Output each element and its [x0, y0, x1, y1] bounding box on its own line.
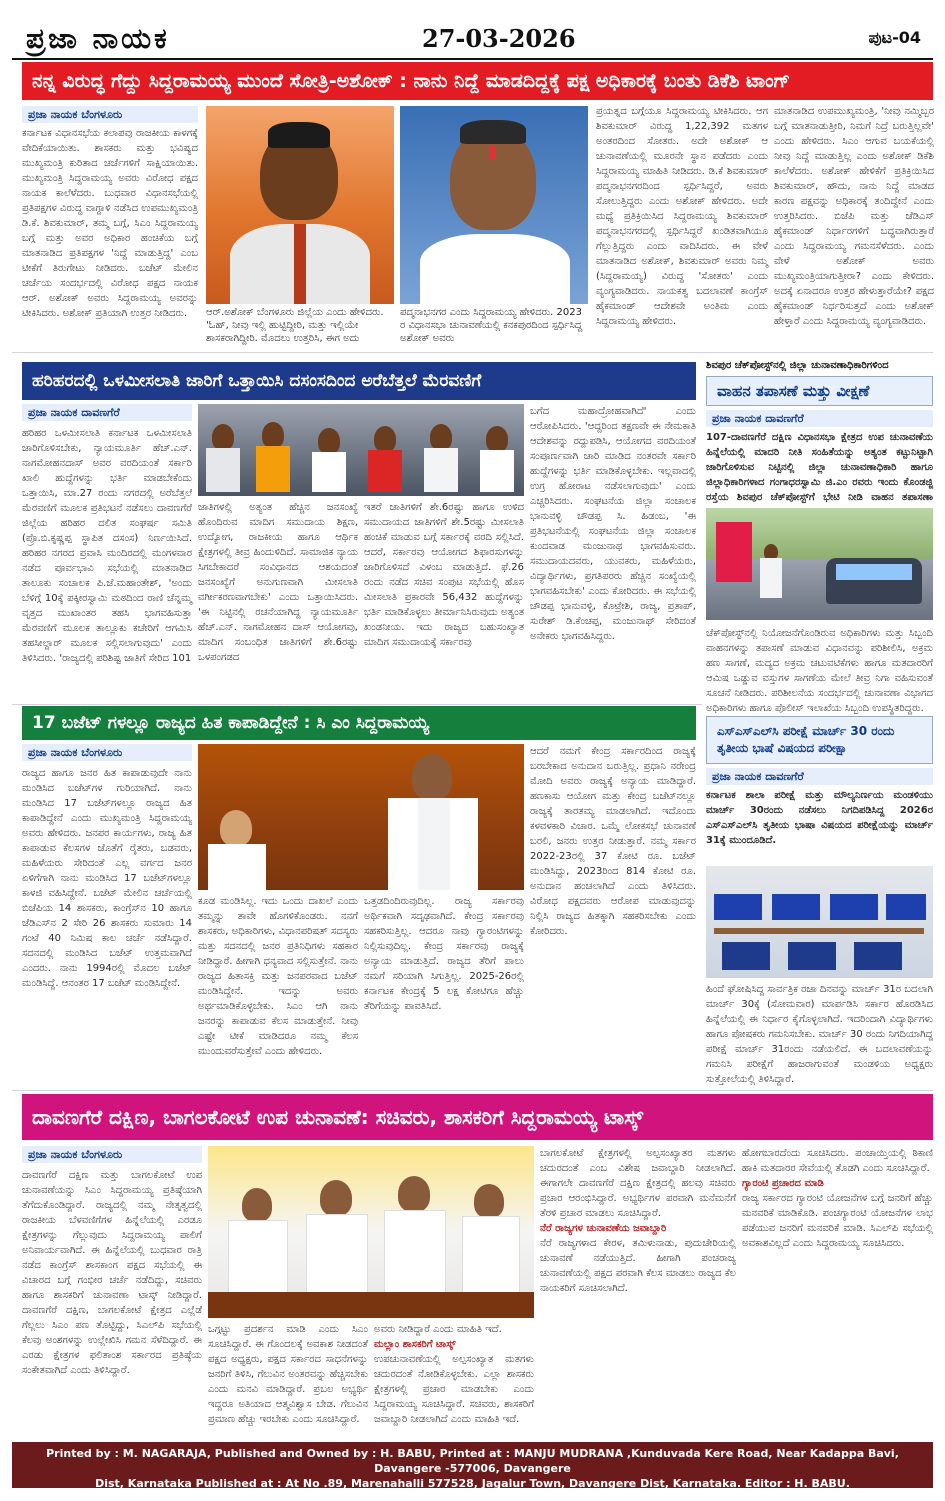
newspaper-name: ಪ್ರಜಾ ನಾಯಕ: [26, 22, 170, 55]
imprint-line-2: Dist, Karnataka Published at : At No .89, Marenahalli 577528, Jagalur Town, Davangere Dist, Karnataka. Editor : H. BABU.: [95, 1477, 850, 1490]
story3-body: ಚೆಕ್‌ಪೋಸ್ಟ್‌ನಲ್ಲಿ ನಿಯೋಜನೆಗೊಂಡಿರುವ ಅಧಿಕಾರಿಗಳು ಮತ್ತು ಸಿಬ್ಬಂದಿ ವಾಹನಗಳನ್ನು ತಪಾಸಣೆ ಮಾಡುವ ವಿಧಾನವನ್ನು ಪರಿಶೀಲಿಸಿ, ಅಕ್ರಮ ಹಣ ಸಾಗಣೆ, ಮದ್ಯದ ಅಕ್ರಮ ಚಟುವಟಿಕೆಗಳು ಹಾಗೂ ಮತದಾರರಿಗೆ ಆಮಿಷ ಒಡ್ಡುವ ವಸ್ತುಗಳ ಸಾಗಣೆಯ ಮೇಲೆ ತೀವ್ರ ನಿಗಾ ವಹಿಸುವಂತೆ ಸೂಚನೆ ನೀಡಿದರು. ಪರಿಶೀಲನೆಯ ಸಂದರ್ಭದಲ್ಲಿ ಚುನಾವಣಾ ವಿಭಾಗದ ಅಧಿಕಾರಿಗಳು ಹಾಗೂ ಪೊಲೀಸ್ ಇಲಾಖೆಯ ಸಿಬ್ಬಂದಿ ಉಪಸ್ಥಿತರಿದ್ದರು.: [706, 628, 933, 714]
story1-headline: ನನ್ನ ವಿರುದ್ಧ ಗೆದ್ದು ಸಿದ್ದರಾಮಯ್ಯ ಮುಂದೆ ಸೋತ್ರಿ-ಅಶೋಕ್ : ನಾನು ನಿದ್ದೆ ಮಾಡದಿದ್ದಕ್ಕೆ ಪಕ್ಷ ಅಧಿಕಾರಕ್ಕೆ ಬಂತು ಡಿಕೆಶಿ ಟಾಂಗ್: [22, 62, 933, 100]
story3-headline: ವಾಹನ ತಪಾಸಣೆ ಮತ್ತು ವೀಕ್ಷಣೆ: [706, 376, 933, 406]
story2-photo-meeting: [198, 404, 524, 496]
imprint-footer: [12, 1442, 933, 1488]
imprint-line-1: Printed by : M. NAGARAJA, Published and Owned by : H. BABU, Printed at : MANJU MUDRANA ,Kunduvada Kere Road, Near Kadappa Bavi, Davangere -577006, Davangere: [46, 1447, 899, 1475]
story6-headline: ದಾವಣಗೆರೆ ದಕ್ಷಿಣ, ಬಾಗಲಕೋಟೆ ಉಪ ಚುನಾವಣೆ: ಸಚಿವರು, ಶಾಸಕರಿಗೆ ಸಿದ್ದರಾಮಯ್ಯ ಟಾಸ್ಕ್: [22, 1094, 933, 1140]
story4-column-3: ಒತ್ತಡದಿಂದಿರುವುದಿಲ್ಲ. ರಾಜ್ಯ ಸರ್ಕಾರವು ಅರ್ಥಿಕವಾಗಿ ಸದೃಢವಾಗಿದೆ. ಕೇಂದ್ರ ಸರ್ಕಾರವು ಸಹಕರಿಸುತ್ತಿಲ್ಲ. ಆದರೂ ನಾವು ಗ್ಯಾರಂಟಿಗಳನ್ನು ನಿಲ್ಲಿಸುವುದಿಲ್ಲ. ಕೇಂದ್ರ ಸರ್ಕಾರವು ರಾಜ್ಯಕ್ಕೆ ಅನ್ಯಾಯ ಮಾಡುತ್ತಿದೆ. ರಾಜ್ಯದ ತೆರಿಗೆ ಪಾಲು ನಮಗೆ ಸರಿಯಾಗಿ ಸಿಗುತ್ತಿಲ್ಲ. 2025-26ರಲ್ಲಿ ಕರ್ನಾಟಕ ಕೇಂದ್ರಕ್ಕೆ 5 ಲಕ್ಷ ಕೋಟಿಗೂ ಹೆಚ್ಚು ತೆರಿಗೆಯನ್ನು ಪಾವತಿಸಿದೆ.: [364, 896, 524, 1012]
story3-byline: ಪ್ರಜಾ ನಾಯಕ ದಾವಣಗೆರೆ: [706, 410, 933, 427]
story6-column-5-text-b: ರಾಜ್ಯ ಸರ್ಕಾರದ ಗ್ಯಾರಂಟಿ ಯೋಜನೆಗಳ ಬಗ್ಗೆ ಜನರಿಗೆ ಹೆಚ್ಚು ಮನವರಿಕೆ ಮಾಡಿಕೊಡಿ. ಪಂಚಗ್ಯಾರಂಟಿ ಯೋಜನೆಗಳ ಲಾಭ ಪಡೆಯುವ ಜನರಿಗೆ ಮನವರಿಕೆ ಮಾಡಿ. ಸಿಎಲ್‌ಪಿ ಸಭೆಯಲ್ಲಿ ಅವಕಾಶವಿಲ್ಲದೆ ಎಂದು ಸಿದ್ದರಾಮಯ್ಯ ಸೂಚಿಸಿದರು.: [742, 1193, 933, 1249]
story1-caption-right: ಪದ್ಮನಾಭನಗರ ಎಂದು ಸಿದ್ದರಾಮಯ್ಯ ಹೇಳಿದರು. 2023 ರ ವಿಧಾನಸಭಾ ಚುನಾವಣೆಯಲ್ಲಿ ಕನಕಪುರದಿಂದ ಸ್ಪರ್ಧಿಸಿದ್ದ ಅಶೋಕ್ ಅವರು: [400, 307, 583, 344]
story1-column-1: ಕರ್ನಾಟಕ ವಿಧಾನಸಭೆಯ ಕಲಾಪವು ರಾಜಕೀಯ ಕಾಳಗಕ್ಕೆ ವೇದಿಕೆಯಾಯಿತು. ಶಾಸಕರು ಮತ್ತು ಭವಿಷ್ಯದ ಮುಖ್ಯಮಂತ್ರಿ ಕುರಿತಾದ ಚರ್ಚೆಗಳಿಗೆ ಸಾಕ್ಷಿಯಾಯಿತು. ಮುಖ್ಯಮಂತ್ರಿ ಸಿದ್ದರಾಮಯ್ಯ ಅವರು ವಿರೋಧ ಪಕ್ಷದ ನಾಯಕ ಕಾಲೆಳೆದರು. ಬುಧವಾರ ವಿಧಾನಸಭೆಯಲ್ಲಿ ಪ್ರತಿಪಕ್ಷಗಳ ವಿರುದ್ಧ ವಾಗ್ದಾಳಿ ನಡೆಸಿದ ಉಪಮುಖ್ಯಮಂತ್ರಿ ಡಿ.ಕೆ. ಶಿವಕುಮಾರ್, ತಮ್ಮ ಬಗ್ಗೆ, ಸಿಎಂ ಸಿದ್ದರಾಮಯ್ಯ ಬಗ್ಗೆ ಮತ್ತು ಅವರ ಅಧಿಕಾರ ಹಂಚಿಕೆಯ ಬಗ್ಗೆ ಮಾತನಾಡಿದ ಪ್ರತಿಪಕ್ಷಗಳ 'ನಿದ್ದೆ ಮಾಡುತ್ತಿದ್ದ' ಎಂಬ ಟೀಕೆಗೆ ತಿರುಗೇಟು ನೀಡಿದರು. ಬಜೆಟ್ ಮೇಲಿನ ಚರ್ಚೆಯ ಸಂದರ್ಭದಲ್ಲಿ ವಿರೋಧ ಪಕ್ಷದ ನಾಯಕ ಆರ್. ಅಶೋಕ್ ಅವರು ಸಿದ್ದರಾಮಯ್ಯ ಅವರನ್ನು ಟೀಕಿಸಿದರು. ಅಶೋಕ್ ಪ್ರತಿಯಾಗಿ ಉತ್ತರ ನೀಡಿದರು.: [22, 128, 198, 319]
story6-column-4-text-b: ನೆರೆ ರಾಜ್ಯಗಳಾದ ಕೇರಳ, ತಮಿಳುನಾಡು, ಪುದುಚೇರಿಯಲ್ಲಿ ಚುನಾವಣೆ ನಡೆಯುತ್ತಿದೆ. ಹೀಗಾಗಿ ಪಂಚರಾಜ್ಯ ಚುನಾವಣೆಯಲ್ಲಿ ಪಕ್ಷದ ಪರವಾಗಿ ಕೆಲಸ ಮಾಡಲು ರಾಜ್ಯದ ಕೆಲ ನಾಯಕರಿಗೆ ಸೂಚಿಸಲಾಗಿದೆ.: [540, 1238, 736, 1294]
story5-lead: ಕರ್ನಾಟಕ ಶಾಲಾ ಪರೀಕ್ಷೆ ಮತ್ತು ಮೌಲ್ಯನಿರ್ಣಯ ಮಂಡಳಿಯು ಮಾರ್ಚ್ 30ರಂದು ನಡೆಸಲು ನಿಗದಿಪಡಿಸಿದ್ದ 2026ರ ಎಸ್‌ಎಸ್‌ಎಲ್‌ಸಿ ತೃತೀಯ ಭಾಷಾ ವಿಷಯದ ಪರೀಕ್ಷೆಯನ್ನು ಮಾರ್ಚ್ 31ಕ್ಕೆ ಮುಂದೂಡಿದೆ.: [706, 790, 933, 846]
page-number: ಪುಟ-04: [868, 28, 921, 47]
story1-caption-left: ಆರ್.ಅಶೋಕ್ ಬೆಂಗಳೂರು ಜಿಲ್ಲೆಯ ಎಂದು ಹೇಳಿದರು. 'ಓಹ್, ನೀವು ಇಲ್ಲಿ ಹುಟ್ಟಿದ್ದೀರಿ, ಮತ್ತು ಇಲ್ಲಿಯೇ ಶಾಸಕರಾಗಿದ್ದೀರಿ. ಮೊದಲು ಉತ್ತರಿಸಿ, ಈಗ ಅದು: [206, 307, 384, 344]
story2-column-3: ಇತರೆ ಜಾತಿಗಳಿಗೆ ಶೇ.6ರಷ್ಟು ಹಾಗೂ ಉಳಿದ ಸಮುದಾಯದ ಜಾತಿಗಳಿಗೆ ಶೇ.5ರಷ್ಟು ಮೀಸಲಾತಿ ಹಂಚಿಕೆ ಮಾಡುವ ಬಗ್ಗೆ ಸರ್ಕಾರಕ್ಕೆ ವರದಿ ಸಲ್ಲಿಸಿದೆ. ಆದರೆ, ಸರ್ಕಾರವು ಆಯೋಗದ ಶಿಫಾರಸುಗಳನ್ನು ಜಾರಿಗೊಳಿಸದೆ ವಿಳಂಬ ಮಾಡುತ್ತಿದೆ. ಫೆ.26 ರಂದು ನಡೆದ ಸಚಿವ ಸಂಪುಟ ಸಭೆಯಲ್ಲಿ ಹೊಸ ಮೀಸಲಾತಿ ಪ್ರಕಾರವೇ 56,432 ಹುದ್ದೆಗಳನ್ನು ಭರ್ತಿ ಮಾಡಿಕೊಳ್ಳಲು ತೀರ್ಮಾನಿಸಿರುವುದು ಅತ್ಯಂತ ಖಂಡನೀಯ. ಇದು ರಾಜ್ಯದ ಬಹುಸಂಖ್ಯಾತ ಮಾದಿಗ ಸಮುದಾಯಕ್ಕೆ ಸರ್ಕಾರವು: [364, 502, 524, 648]
story6-column-5-text: ಹೋಗಬಾರದೆಂದು ಸೂಚಿಸಿದರು. ಪಂಚಾಯ್ತಿಯಲ್ಲಿ ಠಿಕಾಣಿ ಹಾಕಿ ಮತದಾರರ ಸೇವೆಯಲ್ಲಿ ತೊಡಗಿ ಎಂದು ಸೂಚಿಸಿದ್ದಾರೆ.: [742, 1148, 933, 1174]
story5-headline: ಎಸ್‌ಎಸ್‌ಎಲ್‌ಸಿ ಪರೀಕ್ಷೆ ಮಾರ್ಚ್ 30 ರಂದು ತೃತೀಯ ಭಾಷೆ ವಿಷಯದ ಪರೀಕ್ಷಾ: [706, 716, 933, 764]
story4-column-2: ಕೂಡ ಮಂಡಿಸಿಲ್ಲ. ಇದು ಒಂದು ದಾಖಲೆ ಎಂದು ತಮ್ಮನ್ನು ತಾವೇ ಹೊಗಳಿಕೊಂಡರು. ನನಗೆ ಶಾಸಕರು, ಅಧಿಕಾರಿಗಳು, ವಿಧಾನಪರಿಷತ್ ಸದಸ್ಯರು ಮತ್ತು ಸದನದಲ್ಲಿ ಜನರ ಪ್ರತಿನಿಧಿಗಳು ಸಹಕಾರ ನೀಡಿದ್ದಾರೆ. ಹೀಗಾಗಿ ಧನ್ಯವಾದ ಸಲ್ಲಿಸುತ್ತೇನೆ. ನಾನು ರಾಜ್ಯದ ಹಿತಾಸಕ್ತಿ ಮತ್ತು ಜನಪರವಾದ ಬಜೆಟ್ ಮಂಡಿಸಿದ್ದೇನೆ. ಇದನ್ನು ಅವರು ಅರ್ಥಮಾಡಿಕೊಳ್ಳಬೇಕು. ಸಿಎಂ ಆಗಿ ನಾನು ಜನರನ್ನು ಕಾಪಾಡುವ ಕೆಲಸ ಮಾಡುತ್ತೇನೆ. ನೀವು ಎಷ್ಟೇ ಟೀಕೆ ಮಾಡಿದರೂ ನಮ್ಮ ಕೆಲಸ ಮುಂದುವರೆಸುತ್ತೇವೆ ಎಂದು ಹೇಳಿದರು.: [198, 896, 358, 1057]
story6-column-1: ದಾವಣಗೆರೆ ದಕ್ಷಿಣ ಮತ್ತು ಬಾಗಲಕೋಟೆ ಉಪ ಚುನಾವಣೆಯನ್ನು ಸಿಎಂ ಸಿದ್ದರಾಮಯ್ಯ ಪ್ರತಿಷ್ಠೆಯಾಗಿ ತೆಗೆದುಕೊಂಡಿದ್ದಾರೆ. ರಾಜ್ಯದಲ್ಲಿ ನಮ್ಮ ನೇತೃತ್ವದಲ್ಲಿ ರಾಜಕೀಯ ಬೆಳವಣಿಗೆಗಳ ಹಿನ್ನೆಲೆಯಲ್ಲಿ ಎರಡೂ ಕ್ಷೇತ್ರಗಳನ್ನು ಗೆಲ್ಲುವುದು ಸಿದ್ದರಾಮಯ್ಯ ಪಾಲಿಗೆ ಅನಿವಾರ್ಯವಾಗಿದೆ. ಈ ಹಿನ್ನೆಲೆಯಲ್ಲಿ ಬುಧವಾರ ರಾತ್ರಿ ನಡೆದ ಕಾಂಗ್ರೆಸ್ ಶಾಸಕಾಂಗ ಪಕ್ಷದ ಸಭೆಯಲ್ಲಿ ಈ ವಿಚಾರದ ಬಗ್ಗೆ ಗಂಭೀರ ಚರ್ಚೆ ನಡೆದಿದ್ದು, ಸಚಿವರು ಹಾಗೂ ಶಾಸಕರಿಗೆ ಚುನಾವಣಾ ಟಾಸ್ಕ್ ನೀಡಿದ್ದಾರೆ. ದಾವಣಗೆರೆ ದಕ್ಷಿಣ, ಬಾಗಲಕೋಟೆ ಕ್ಷೇತ್ರದ ಎಲ್ಲೆಡೆ ಗೆಲ್ಲಲು ಸಿಎಂ ಪಣ ತೊಟ್ಟಿದ್ದು, ಸಿಎಲ್‌ಪಿ ಸಭೆಯಲ್ಲಿ ಕೆಲವು ಅಂಶಗಳನ್ನು ಉಲ್ಲೇಖಿಸಿ ಗಮನ ಸೆಳೆದಿದ್ದಾರೆ. ಈ ಎರಡು ಕ್ಷೇತ್ರಗಳ ಫಲಿತಾಂಶ ಸರ್ಕಾರದ ಪ್ರತಿಷ್ಠೆಯ ಸಂಕೇತವಾಗಿದೆ ಎಂದು ತಿಳಿಸಿದ್ದಾರೆ.: [22, 1170, 202, 1376]
story1-photo-ashok: [206, 106, 394, 304]
story6-column-3: [374, 1322, 534, 1438]
story2-byline: ಪ್ರಜಾ ನಾಯಕ ದಾವಣಗೆರೆ: [22, 404, 192, 421]
story2-column-2: ಜಾತಿಗಳಲ್ಲಿ ಅತ್ಯಂತ ಹೆಚ್ಚಿನ ಜನಸಂಖ್ಯೆ ಹೊಂದಿರುವ ಮಾದಿಗ ಸಮುದಾಯ ಶಿಕ್ಷಣ, ಉದ್ಯೋಗ, ರಾಜಕೀಯ ಹಾಗೂ ಆರ್ಥಿಕ ಕ್ಷೇತ್ರಗಳಲ್ಲಿ ತೀವ್ರ ಹಿಂದುಳಿದಿದೆ. ಸಾಮಾಜಿಕ ನ್ಯಾಯ ಸಿಗಬೇಕಾದರೆ ಸಂವಿಧಾನದ ಆಶಯದಂತೆ ಜನಸಂಖ್ಯೆಗೆ ಅನುಗುಣವಾಗಿ ಮೀಸಲಾತಿ ವರ್ಗೀಕರಣವಾಗಬೇಕು' ಎಂದು ಒತ್ತಾಯಿಸಿದರು. 'ಈ ನಿಟ್ಟಿನಲ್ಲಿ ರಚನೆಯಾಗಿದ್ದ ನ್ಯಾಯಮೂರ್ತಿ ಹೆಚ್.ಎನ್. ನಾಗಮೋಹನ ದಾಸ್ ಆಯೋಗವು, ಮಾದಿಗ ಸಂಬಂಧಿತ ಜಾತಿಗಳಿಗೆ ಶೇ.6ರಷ್ಟು ಒಳಪಂಗಡದ: [198, 502, 358, 663]
story3-kicker: ಶಿವಪುರ ಚೆಕ್‌ಪೋಸ್ಟ್‌ನಲ್ಲಿ ಜಿಲ್ಲಾ ಚುನಾವಣಾಧಿಕಾರಿಗಳಿಂದ: [706, 360, 889, 371]
story6-subhead-3: ಮಲ್ಲಾಂ ಶಾಸಕರಿಗೆ ಟಾಸ್ಕ್: [374, 1339, 456, 1350]
story5-byline: ಪ್ರಜಾ ನಾಯಕ ದಾವಣಗೆರೆ: [706, 768, 933, 785]
issue-date: 27-03-2026: [422, 24, 576, 53]
story4-column-4: ಆದರೆ ನಮಗೆ ಕೇಂದ್ರ ಸರ್ಕಾರದಿಂದ ರಾಜ್ಯಕ್ಕೆ ಬರಬೇಕಾದ ಅನುದಾನ ಬರುತ್ತಿಲ್ಲ. ಪ್ರಧಾನಿ ನರೇಂದ್ರ ಮೋದಿ ಅವರು ರಾಜ್ಯಕ್ಕೆ ಅನ್ಯಾಯ ಮಾಡಿದ್ದಾರೆ. ಹಣಕಾಸು ಆಯೋಗ ಮತ್ತು ಕೇಂದ್ರ ಬಜೆಟ್‌ನಲ್ಲೂ ರಾಜ್ಯಕ್ಕೆ ತಾರತಮ್ಯ ಮಾಡಲಾಗಿದೆ. ಇದೊಂದು ಕಳವಳಕಾರಿ ವಿಚಾರ. ಒಮ್ಮೆ ಲೋಕಸಭೆ ಚುನಾವಣೆ ಬರಲಿ, ಜನರು ಉತ್ತರ ನೀಡುತ್ತಾರೆ. ನಮ್ಮ ಸರ್ಕಾರ 2022-23ರಲ್ಲಿ 37 ಕೋಟಿ ರೂ. ಬಜೆಟ್ ಮಂಡಿಸಿದ್ದು, 2023ರಿಂದ 814 ಕೋಟಿ ರೂ. ಅನುದಾನ ಹಂಚಲಾಗಿದೆ ಎಂದು ತಿಳಿಸಿದರು. ವಿರೋಧ ಪಕ್ಷದವರು ಆರೋಪ ಮಾಡುವುದನ್ನು ನಿಲ್ಲಿಸಿ ರಾಜ್ಯದ ಹಿತಕ್ಕಾಗಿ ಸಹಕರಿಸಬೇಕು ಎಂದು ಕೋರಿದರು.: [530, 746, 696, 937]
story1-photo-dkshivakumar: [400, 106, 588, 304]
story3-photo-checkpost: [706, 508, 933, 620]
story1-byline: ಪ್ರಜಾ ನಾಯಕ ಬೆಂಗಳೂರು: [22, 106, 198, 123]
story6-column-2: ಒಗ್ಗಟ್ಟು ಪ್ರದರ್ಶನ ಮಾಡಿ ಎಂದು ಸಿಎಂ ಸೂಚಿಸಿದ್ದಾರೆ. ಈ ಗೊಂದಲಕ್ಕೆ ಅವಕಾಶ ನೀಡದಂತೆ ಪಕ್ಷದ ಅಧ್ಯಕ್ಷರು, ಪಕ್ಷದ ಸರ್ಕಾರದ ಸಾಧನೆಗಳನ್ನು ಜನರಿಗೆ ತಿಳಿಸಿ, ಗೆಲುವಿನ ಅಂತರವನ್ನು ಹೆಚ್ಚಿಸಬೇಕು ಎಂದು ಮನವಿ ಮಾಡಿದ್ದಾರೆ. ಪ್ರಬಲ ಅಭ್ಯರ್ಥಿ ಇದ್ದರೂ ಅತಿಯಾದ ಆತ್ಮವಿಶ್ವಾಸ ಬೇಡ. ಗೆಲುವಿನ ಪ್ರಮಾಣ ಹೆಚ್ಚು ಇರಬೇಕು ಎಂದು ಸೂಚಿಸಿದ್ದಾರೆ.: [208, 1324, 368, 1425]
story6-column-4-text: ಬಾಗಲಕೋಟೆ ಕ್ಷೇತ್ರಗಳಲ್ಲಿ ಅಲ್ಪಸಂಖ್ಯಾತರ ಮತಗಳು ಚದುರದಂತೆ ಎಂಬ ವಿಶೇಷ ಜವಾಬ್ದಾರಿ ನೀಡಲಾಗಿದೆ. ಈಗಾಗಲೇ ದಾವಣಗೆರೆ ದಕ್ಷಿಣ ಕ್ಷೇತ್ರದಲ್ಲಿ ಹಲವು ಸಚಿವರು ಪ್ರಚಾರ ಆರಂಭಿಸಿದ್ದಾರೆ. ಅಭ್ಯರ್ಥಿಗಳ ಪರವಾಗಿ ಮನೆಮನೆಗೆ ತೆರಳಿ ಪ್ರಚಾರ ಮಾಡಲು ಸೂಚಿಸಿದ್ದಾರೆ.: [540, 1148, 736, 1219]
masthead-rule: [12, 58, 933, 60]
story1-column-5: ಮಾತನಾಡಿದ ಉಪಮುಖ್ಯಮಂತ್ರಿ, 'ನೀವು ನಮ್ಮಿಬ್ಬರ ಬಗ್ಗೆ ಮಾತನಾಡುತ್ತೀರಿ, ನಿಮಗೆ ನಿದ್ರೆ ಬರುತ್ತಿಲ್ಲವೇ' ಎಂದು ಹೇಳಿದರು. ಸಿಎಂ ಆಗುವ ಬಯಕೆಯಲ್ಲಿ ನೀವು ನಿದ್ದೆ ಮಾಡುತ್ತಿಲ್ಲ ಎಂದು ಅಶೋಕ್ ಡಿಕೆಶಿ ಕಾಲೆಳೆದರು. ಅಶೋಕ್ ಹೇಳಿಕೆಗೆ ಪ್ರತಿಕ್ರಿಯಿಸಿದ ಶಿವಕುಮಾರ್, ಹೌದು, ನಾನು ನಿದ್ದೆ ಮಾಡದ ಕಾರಣ ಪಕ್ಷವನ್ನು ಅಧಿಕಾರಕ್ಕೆ ತಂದಿದ್ದೇನೆ ಎಂದು ಉತ್ತರಿಸಿದರು. ಬಿಜೆಪಿ ಮತ್ತು ಜೆಡಿಎಸ್ ಹೈಕಮಾಂಡ್ ನಿರ್ಧಾರಗಳಿಗೆ ಬದ್ಧವಾಗಿರುತ್ತಾರೆ ಎಂದು ಸಿದ್ದರಾಮಯ್ಯ ಗಮನಸೆಳೆದರು. ಎಂದು ವೇಳೆ ಅಶೋಕ್ ಅವರು ಮುಖ್ಯಮಂತ್ರಿಯಾಗುತ್ತೀರಾ? ಎಂದು ಕೇಳಿದರು. ಅದಕ್ಕೆ ಏನಾದರೂ ಉತ್ತರ ಹೇಳುತ್ತಾರೆಯೇ? ಪಕ್ಷದ ಹೈಕಮಾಂಡ್ ನಿರ್ಧರಿಸುತ್ತದೆ ಎಂದು ಅಶೋಕ್ ಹೇಳ್ತಾರೆ ಎಂದು ಸಿದ್ದರಾಮಯ್ಯ ವ್ಯಂಗ್ಯವಾಡಿದರು.: [774, 106, 934, 327]
story6-byline: ಪ್ರಜಾ ನಾಯಕ ಬೆಂಗಳೂರು: [22, 1146, 202, 1163]
divider: [12, 352, 933, 353]
divider: [12, 1090, 933, 1091]
story1-column-4: ಪ್ರಯತ್ನದ ಬಗ್ಗೆಯೂ ಸಿದ್ದರಾಮಯ್ಯ ಟೀಕಿಸಿದರು. ಆಗ ಶಿವಕುಮಾರ್ ವಿರುದ್ಧ 1,22,392 ಮತಗಳ ಅಂತರದಿಂದ ಸೋತರು. ಅದೇ ಅಶೋಕ್ ಆ ಚುನಾವಣೆಯಲ್ಲಿ ಮೂರನೇ ಸ್ಥಾನ ಪಡೆದರು ಎಂದು ಸಿದ್ದರಾಮಯ್ಯ ಮಾಹಿತಿ ನೀಡಿದರು. ಡಿ.ಕೆ ಶಿವಕುಮಾರ್ ಪದ್ಮನಾಭನಗರದಿಂದ ಸ್ಪರ್ಧಿಸಿದ್ದರೆ, ಅವರು ಸೋಲುತ್ತಿದ್ದರು ಎಂದು ಅಶೋಕ್ ಹೇಳಿದರು. ಅದೇ ಮಧ್ಯೆ ಪ್ರತಿಕ್ರಿಯಿಸಿದ ಸಿದ್ದರಾಮಯ್ಯ ಶಿವಕುಮಾರ್ ಪದ್ಮನಾಭನಗರದಲ್ಲಿ ಸ್ಪರ್ಧಿಸಿದ್ದರೆ ಖಂಡಿತವಾಗಿಯೂ ಗೆಲ್ಲುತ್ತಿದ್ದರು ಎಂದು ವಾದಿಸಿದರು. ಈ ವೇಳೆ ಮಾತನಾಡಿದ ಅಶೋಕ್, ಶಿವಕುಮಾರ್ ಅವರು ನಿಮ್ಮ (ಸಿದ್ದರಾಮಯ್ಯ) ವಿರುದ್ಧ 'ಸೋತರು' ಎಂದು ವ್ಯಂಗ್ಯವಾಡಿದರು. ನಾಯಕತ್ವ ಬದಲಾವಣೆ ಕಾಂಗ್ರೆಸ್ ಹೈಕಮಾಂಡ್ ಆದೇಶವೇ ಅಂತಿಮ ಎಂದು ಸಿದ್ದರಾಮಯ್ಯ ಹೇಳಿದರು.: [596, 106, 768, 327]
story6-subhead-4: ನೆರೆ ರಾಜ್ಯಗಳ ಚುನಾವಣೆಯ ಜವಾಬ್ದಾರಿ: [540, 1223, 667, 1234]
story2-headline: ಹರಿಹರದಲ್ಲಿ ಒಳಮೀಸಲಾತಿ ಜಾರಿಗೆ ಒತ್ತಾಯಿಸಿ ದಸಂಸದಿಂದ ಅರೆಬೆತ್ತಲೆ ಮೆರವಣಿಗೆ: [22, 362, 696, 400]
divider: [12, 704, 702, 705]
story6-column-3-text: ಅವರು ನೀಡಿದ್ದಾರೆ ಎಂದು ಮಾಹಿತಿ ಇದೆ.: [374, 1324, 502, 1335]
story5-body: ಹಿಂದೆ ಘೋಷಿಸಿದ್ದ ಸಾರ್ವತ್ರಿಕ ರಜಾ ದಿನವನ್ನು ಮಾರ್ಚ್ 31ರ ಬದಲಾಗಿ ಮಾರ್ಚ್ 30ಕ್ಕೆ (ಸೋಮವಾರ) ಮಾರ್ಪಡಿಸಿ ಸರ್ಕಾರ ಹೊರಡಿಸಿದ ಹಿನ್ನೆಲೆಯಲ್ಲಿ ಈ ನಿರ್ಧಾರ ಕೈಗೊಳ್ಳಲಾಗಿದೆ. ಇದರಿಂದಾಗಿ ವಿದ್ಯಾರ್ಥಿಗಳು ಹಾಗೂ ಪೋಷಕರು ಗಮನಿಸಬೇಕು. ಮಾರ್ಚ್ 30 ರಂದು ನಿಗದಿಯಾಗಿದ್ದ ಪರೀಕ್ಷೆ ಮಾರ್ಚ್ 31ರಂದು ನಡೆಯಲಿದೆ. ಈ ಬದಲಾವಣೆಯನ್ನು ಗಮನಿಸಿ ಪರೀಕ್ಷೆಗೆ ಹಾಜರಾಗುವಂತೆ ಮಂಡಳಿಯ ಅಧ್ಯಕ್ಷರು ಸುತ್ತೋಲೆಯಲ್ಲಿ ತಿಳಿಸಿದ್ದಾರೆ.: [706, 984, 933, 1085]
story4-photo-assembly: [198, 744, 524, 890]
masthead: [12, 18, 933, 58]
story2-column-4: ಬಗೆದ ಮಹಾದ್ರೋಹವಾಗಿದೆ' ಎಂದು ಆರೋಪಿಸಿದರು. 'ಆದ್ದರಿಂದ ತಕ್ಷಣವೇ ಈ ನೇಮಕಾತಿ ಆದೇಶವನ್ನು ರದ್ದುಪಡಿಸಿ, ಆಯೋಗದ ವರದಿಯಂತೆ ಸಂಪೂರ್ಣವಾಗಿ ಜಾರಿ ಮಾಡಿದ ನಂತರವೇ ಸರ್ಕಾರಿ ಹುದ್ದೆಗಳನ್ನು ಭರ್ತಿ ಮಾಡಿಕೊಳ್ಳಬೇಕು. ಇಲ್ಲವಾದಲ್ಲಿ ಉಗ್ರ ಹೋರಾಟ ನಡೆಸಲಾಗುವುದು' ಎಂದು ಎಚ್ಚರಿಸಿದರು. ಸಂಘಟನೆಯ ಜಿಲ್ಲಾ ಸಂಚಾಲಕ ಭಾನುವಳ್ಳಿ ಚೌಡಪ್ಪ ಸಿ. ಹಿಡಂಬ, 'ಈ ಪ್ರತಿಭಟನೆಯಲ್ಲಿ ಸಂಘಟನೆಯ ಜಿಲ್ಲಾ ಸಂಚಾಲಕ ಕುಂದವಾಡ ಮಂಜುನಾಥ ಭಾಗವಹಿಸುವರು. ಸಮುದಾಯದವರು, ಯುವಕರು, ಮಹಿಳೆಯರು, ವಿದ್ಯಾರ್ಥಿಗಳು, ಪ್ರಗತಿಪರರು ಹೆಚ್ಚಿನ ಸಂಖ್ಯೆಯಲ್ಲಿ ಭಾಗವಹಿಸಬೇಕು' ಎಂದು ಕೋರಿದರು. ಈ ಸಭೆಯಲ್ಲಿ ಚೌಡಪ್ಪ ಭಾನುವಳ್ಳಿ, ಕೊಟ್ರೇಶಿ, ರಾಜ್ಯ, ಪ್ರತಾಪ್, ಸುರೇಶ್ ಡಿ.ಕೆಂಚಪ್ಪ, ಮಂಜುನಾಥ್ ಸೇರಿದಂತೆ ಅನೇಕರು ಭಾಗವಹಿಸಿದ್ದರು.: [530, 406, 696, 642]
story6-photo-clp-meeting: [208, 1146, 534, 1318]
story4-headline: 17 ಬಜೆಟ್ ಗಳಲ್ಲೂ ರಾಜ್ಯದ ಹಿತ ಕಾಪಾಡಿದ್ದೇನೆ : ಸಿ ಎಂ ಸಿದ್ದರಾಮಯ್ಯ: [22, 706, 696, 740]
story4-column-1: ರಾಜ್ಯದ ಹಾಗೂ ಜನರ ಹಿತ ಕಾಪಾಡುವುದೇ ನಾನು ಮಂಡಿಸಿದ ಬಜೆಟ್‌ಗಳ ಗುರಿಯಾಗಿದೆ. ನಾನು ಮಂಡಿಸಿದ 17 ಬಜೆಟ್‌ಗಳಲ್ಲೂ ರಾಜ್ಯದ ಹಿತ ಕಾಪಾಡಿದ್ದೇನೆ ಎಂದು ಮುಖ್ಯಮಂತ್ರಿ ಸಿದ್ದರಾಮಯ್ಯ ಅವರು ಹೇಳಿದರು. ಜನಪರ ಕಾರ್ಯಗಳು, ರಾಜ್ಯ ಹಿತ ಕಾಪಾಡುವ ಕೆಲಸಗಳ ಜೊತೆಗೆ ರೈತರು, ಬಡವರು, ಮಹಿಳೆಯರು ಸೇರಿದಂತೆ ಎಲ್ಲ ವರ್ಗದ ಜನರ ಏಳಿಗೆಗಾಗಿ ನಾನು ಮಂಡಿಸಿದ 17 ಬಜೆಟ್‌ಗಳಲ್ಲೂ ಕಾಳಜಿ ವಹಿಸಿದ್ದೇನೆ. ಬಜೆಟ್ ಮೇಲಿನ ಚರ್ಚೆಯಲ್ಲಿ ಬಿಜೆಪಿಯ 14 ಶಾಸಕರು, ಕಾಂಗ್ರೆಸ್‌ನ 10 ಹಾಗೂ ಜೆಡಿಎಸ್‌ನ 2 ಸೇರಿ 26 ಶಾಸಕರು ಸುಮಾರು 14 ಗಂಟೆ 40 ನಿಮಿಷ ಕಾಲ ಚರ್ಚೆ ನಡೆಸಿದ್ದಾರೆ. ಸದನದಲ್ಲಿ ಮಂಡಿಸಿದ ಬಜೆಟ್ ಉತ್ತಮವಾಗಿದೆ ಎಂದರು. ನಾನು 1994ರಲ್ಲಿ ಮೊದಲ ಬಜೆಟ್ ಮಂಡಿಸಿದ್ದೆ. ಆನಂತರ 17 ಬಜೆಟ್ ಮಂಡಿಸಿದ್ದೇನೆ.: [22, 768, 192, 989]
story4-byline: ಪ್ರಜಾ ನಾಯಕ ಬೆಂಗಳೂರು: [22, 744, 192, 761]
story2-column-1: ಹರಿಹರ ಒಳಮೀಸಲಾತಿ ಕರ್ನಾಟಕ ಒಳಮೀಸಲಾತಿ ಜಾರಿಗೊಳಿಸಬೇಕು, ನ್ಯಾಯಮೂರ್ತಿ ಹೆಚ್.ಎನ್. ನಾಗಮೋಹನದಾಸ್ ಅವರ ವರದಿಯಂತೆ ಸರ್ಕಾರಿ ಖಾಲಿ ಹುದ್ದೆಗಳನ್ನು ಭರ್ತಿ ಮಾಡಬೇಕೆಂದು ಒತ್ತಾಯಿಸಿ, ಮಾ.27 ರಂದು ನಗರದಲ್ಲಿ ಅರೆಬೆತ್ತಲೆ ಮೆರವಣಿಗೆ ಮೂಲಕ ಪ್ರತಿಭಟನೆ ನಡೆಸಲು ದಾವಣಗೆರೆ ಜಿಲ್ಲೆಯ ಹರಿಹರ ದಲಿತ ಸಂಘರ್ಷ ಸಮಿತಿ (ಪ್ರೊ.ಬಿ.ಕೃಷ್ಣಪ್ಪ ಸ್ಥಾಪಿತ ದಸಂಸ) ನಿರ್ಣಯಿಸಿದೆ. ಹರಿಹರ ನಗರದ ಪ್ರವಾಸಿ ಮಂದಿರದಲ್ಲಿ ಮಂಗಳವಾರ ನಡೆದ ಪೂರ್ವಭಾವಿ ಸಭೆಯಲ್ಲಿ ಮಾತನಾಡಿದ ತಾಲೂಕು ಸಂಚಾಲಕ ಪಿ.ಜೆ.ಮಹಾಂತೇಶ್, 'ಅಂದು ಬೆಳಿಗ್ಗೆ 10ಕ್ಕೆ ಪಕ್ಕೀರಸ್ವಾಮಿ ಮಠದಿಂದ ರಾಣಿ ಚೆನ್ನಮ್ಮ ವೃತ್ತದ ಮುಖಾಂತರ ತಹಸಿ ಭಾಗವಹಿಸುತ್ತಾ ಮೆರವಣಿಗೆ ಮೂಲಕ ತಾಲ್ಲೂಕು ಕಚೇರಿಗೆ ಆಗಮಿಸಿ ತಹಸೀಲ್ದಾರ್ ಮೂಲಕ ಸಲ್ಲಿಸಲಾಗುವುದು' ಎಂದು ತಿಳಿಸಿದರು. 'ರಾಜ್ಯದಲ್ಲಿ ಪರಿಶಿಷ್ಟ ಜಾತಿಗೆ ಸೇರಿದ 101: [22, 428, 192, 664]
story6-subhead-5: ಗ್ಯಾರಂಟಿ ಪ್ರಚಾರದ ಮಾಡಿ: [742, 1178, 824, 1189]
story6-column-4: [540, 1146, 736, 1438]
story5-photo-exam-hall: [706, 866, 933, 978]
story6-column-3-text-b: ಉಪಚುನಾವಣೆಯಲ್ಲಿ ಅಲ್ಪಸಂಖ್ಯಾತ ಮತಗಳು ಚದುರದಂತೆ ನೋಡಿಕೊಳ್ಳಬೇಕು. ಎಲ್ಲಾ ಶಾಸಕರು ಕ್ಷೇತ್ರಗಳಲ್ಲಿ ಪ್ರಚಾರ ಮಾಡಬೇಕು ಎಂದು ಸಿದ್ದರಾಮಯ್ಯ ಸೂಚಿಸಿದ್ದಾರೆ. ಸಚಿವರು, ಶಾಸಕರಿಗೆ ಜವಾಬ್ದಾರಿ ನೀಡಲಾಗಿದೆ ಎಂದು ಮಾಹಿತಿ ಇದೆ.: [374, 1354, 534, 1425]
story3-lead: 107-ದಾವಣಗೆರೆ ದಕ್ಷಿಣ ವಿಧಾನಸಭಾ ಕ್ಷೇತ್ರದ ಉಪ ಚುನಾವಣೆಯ ಹಿನ್ನೆಲೆಯಲ್ಲಿ ಮಾದರಿ ನೀತಿ ಸಂಹಿತೆಯನ್ನು ಅತ್ಯಂತ ಕಟ್ಟುನಿಟ್ಟಾಗಿ ಜಾರಿಗೊಳಿಸುವ ನಿಟ್ಟಿನಲ್ಲಿ ಜಿಲ್ಲಾ ಚುನಾವಣಾಧಿಕಾರಿ ಹಾಗೂ ಜಿಲ್ಲಾಧಿಕಾರಿಗಳಾದ ಗಂಗಾಧರಸ್ವಾಮಿ ಜಿ.ಎಂ ರವರು ಇಂದು ಕೊಂಡಜ್ಜಿ ರಸ್ತೆಯ ಶಿವಪುರ ಚೆಕ್‌ಪೋಸ್ಟ್‌ಗೆ ಭೇಟಿ ನೀಡಿ ವಾಹನ ತಪಾಸಣಾ: [706, 432, 933, 503]
story6-column-5: [742, 1146, 933, 1438]
